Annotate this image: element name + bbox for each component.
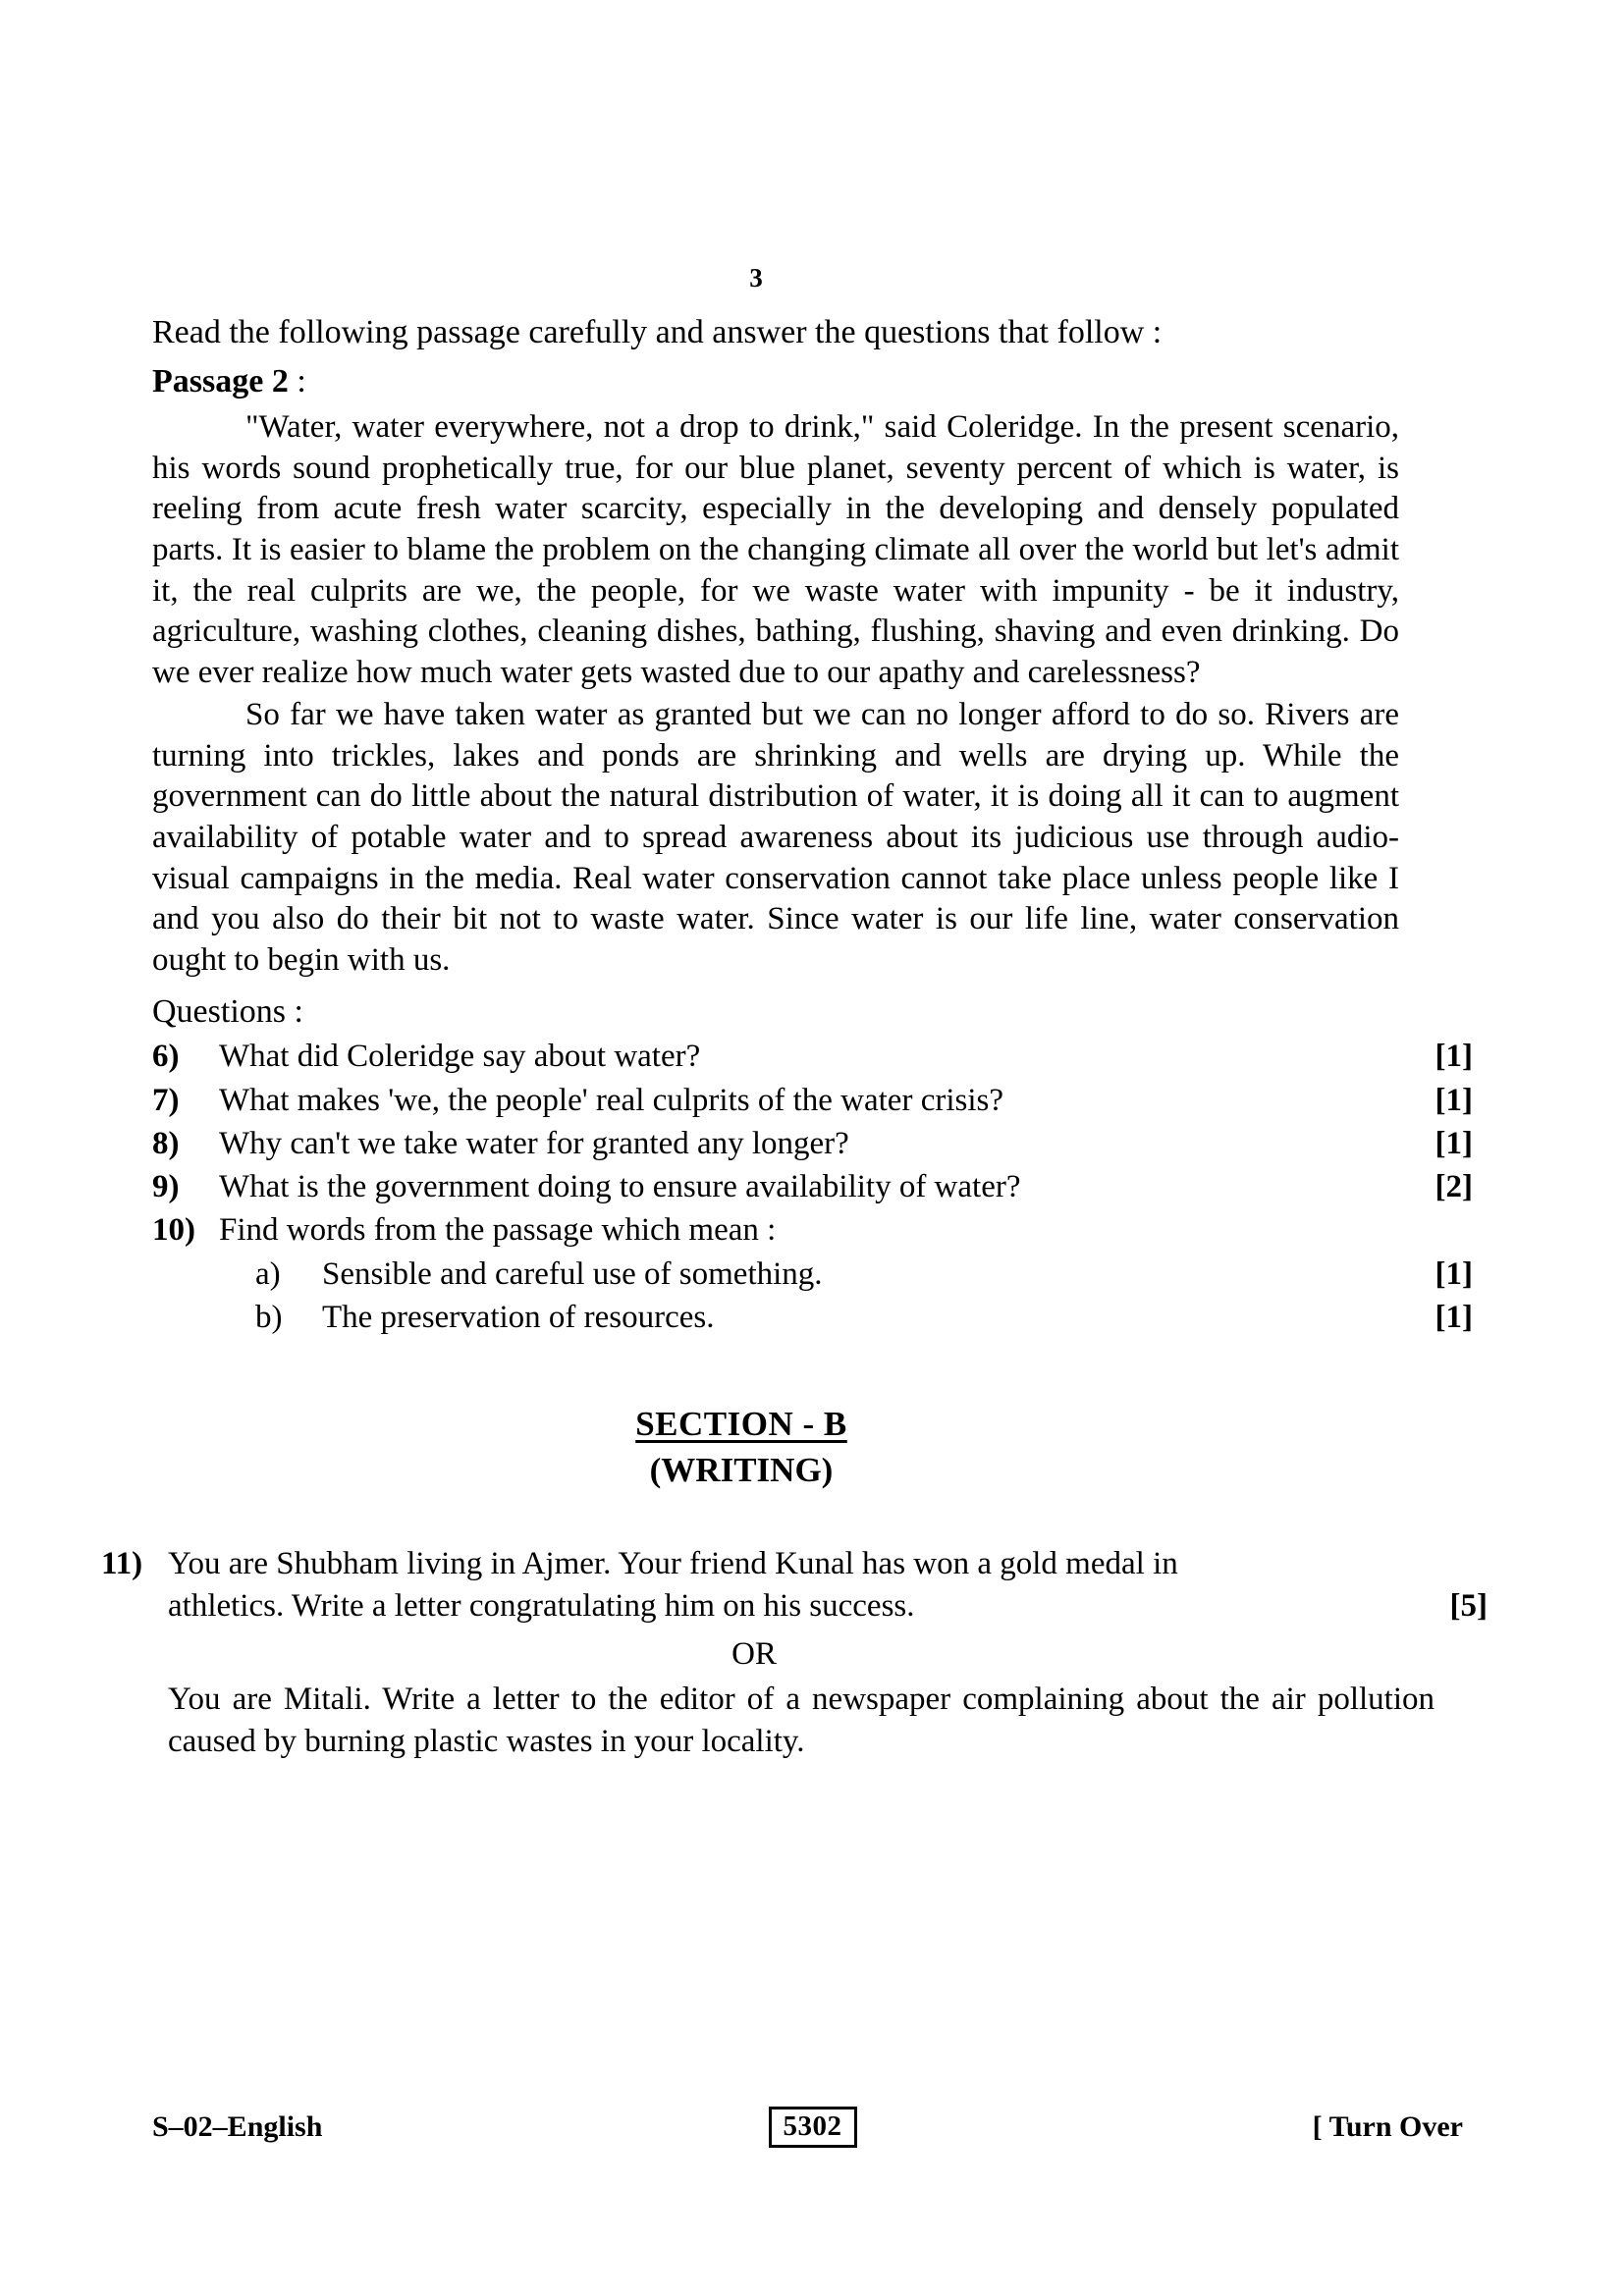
paper-code: 5302: [769, 2107, 857, 2149]
question-number: 6): [152, 1039, 180, 1075]
reading-instruction: Read the following passage carefully and answer the questions that follow :: [152, 314, 1163, 350]
section-subtitle: (WRITING): [649, 1450, 834, 1489]
question-row: [152, 1166, 1473, 1207]
writing-alternative-question: You are Mitali. Write a letter to the editor of a newspaper complaining about the air pollution caused by burning plastic wastes in your locality.: [168, 1682, 1435, 1760]
page-number: 3: [749, 263, 763, 293]
passage-paragraph-2: So far we have taken water as granted but we can no longer afford to do so. Rivers are turning into trickles, lakes and ponds are shrinking and wells are drying up. While the government can do little about the natural distribution of water, it is doing all it can to augment availability of potable water and to spread awareness about its judicious use through audio-visual campaigns in the media. Real water conservation cannot take place unless people like I and you also do their bit not to waste water. Since water is our life line, water conservation ought to begin with us.: [152, 697, 1399, 978]
question-marks: [1]: [1435, 1125, 1473, 1161]
section-b-heading-block: [152, 1403, 1488, 1492]
passage-label-colon: :: [288, 363, 306, 400]
question-marks: [2]: [1435, 1169, 1473, 1205]
question-number: 8): [152, 1125, 180, 1161]
question-text: What is the government doing to ensure availability of water?: [219, 1169, 1021, 1205]
sub-question-marks: [1]: [1435, 1299, 1473, 1335]
question-row: [152, 1123, 1473, 1164]
questions-heading: Questions :: [152, 993, 303, 1031]
sub-question-text: The preservation of resources.: [322, 1299, 715, 1335]
question-marks: [1]: [1435, 1082, 1473, 1118]
page-content: [101, 263, 1488, 1763]
questions-list: [152, 1036, 1473, 1338]
sub-question-row: [152, 1297, 1473, 1338]
footer-subject-code: S–02–English: [152, 2110, 323, 2143]
question-number: 10): [152, 1212, 195, 1249]
sub-question-number: a): [255, 1255, 281, 1292]
footer-turn-over: [ Turn Over: [1312, 2110, 1463, 2143]
writing-question-body: [168, 1543, 1488, 1763]
question-number: 7): [152, 1082, 180, 1118]
passage-paragraph-1: "Water, water everywhere, not a drop to drink," said Coleridge. In the present scenario, his words sound prophetically true, for our blue planet, seventy percent of which is water, is reeling from acute fresh water scarcity, especially in the developing and densely populated parts. It is easier to blame the problem on the changing climate all over the world but let's admit it, the real culprits are we, the people, for we waste water with impunity - be it industry, agriculture, washing clothes, cleaning dishes, bathing, flushing, shaving and even drinking. Do we ever realize how much water gets wasted due to our apathy and carelessness?: [152, 409, 1399, 690]
question-text: What makes 'we, the people' real culprits of the water crisis?: [219, 1082, 1003, 1118]
question-row: [152, 1209, 1473, 1251]
question-text: Find words from the passage which mean :: [219, 1212, 777, 1249]
writing-question-line-1: You are Shubham living in Ajmer. Your friend Kunal has won a gold medal in: [168, 1546, 1178, 1582]
writing-section: [101, 1543, 1488, 1763]
question-row: [152, 1036, 1473, 1077]
question-text: What did Coleridge say about water?: [219, 1039, 701, 1075]
question-marks: [1]: [1435, 1039, 1473, 1075]
writing-question-line-2: athletics. Write a letter congratulating him on his success.: [168, 1588, 915, 1625]
footer-paper-code-box: [769, 2107, 857, 2149]
sub-question-text: Sensible and careful use of something.: [322, 1255, 823, 1292]
section-title: SECTION - B: [635, 1405, 847, 1444]
question-text: Why can't we take water for granted any longer?: [219, 1125, 849, 1161]
writing-question-row: [101, 1543, 1488, 1763]
writing-question-marks: [5]: [1449, 1588, 1488, 1625]
question-row: [152, 1080, 1473, 1121]
sub-question-marks: [1]: [1435, 1255, 1473, 1292]
writing-question-number: 11): [101, 1546, 143, 1582]
writing-question-line-2-row: [168, 1585, 1488, 1628]
page-footer: [152, 2110, 1473, 2144]
passage-label-bold: Passage 2: [152, 363, 289, 400]
or-separator: OR: [731, 1636, 777, 1673]
sub-question-number: b): [255, 1299, 283, 1335]
sub-question-row: [152, 1254, 1473, 1295]
question-number: 9): [152, 1169, 180, 1205]
passage-label: [152, 362, 1488, 401]
